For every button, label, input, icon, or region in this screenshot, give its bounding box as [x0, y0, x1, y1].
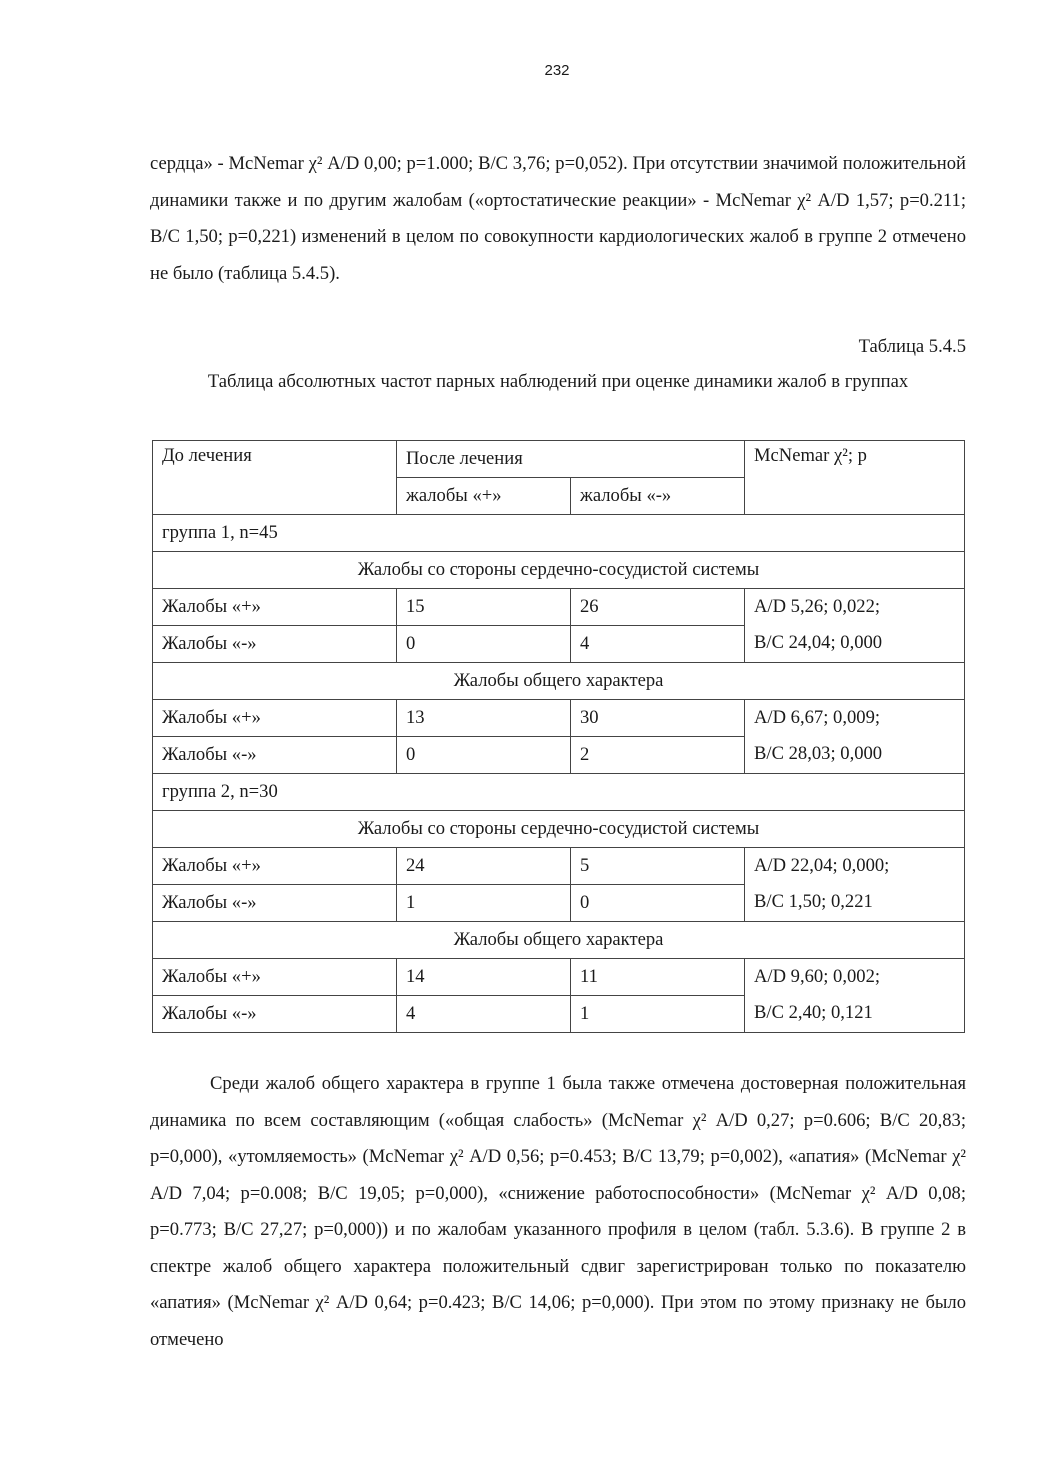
- section-title: Жалобы со стороны сердечно-сосудистой системы: [153, 811, 965, 848]
- cell-mcnemar: [745, 589, 965, 663]
- cell-mcnemar: [745, 959, 965, 1033]
- section-row: [153, 922, 965, 959]
- stat-bc: B/C 2,40; 0,121: [754, 1002, 873, 1023]
- cell-plus: 13: [397, 700, 571, 737]
- section-row: [153, 552, 965, 589]
- stat-ad: A/D 9,60; 0,002;: [754, 966, 881, 987]
- group-row: [153, 515, 965, 552]
- cell-plus: 15: [397, 589, 571, 626]
- cell-mcnemar: [745, 700, 965, 774]
- table-row: [153, 700, 965, 737]
- row-label: Жалобы «+»: [153, 848, 397, 885]
- table-row: [153, 848, 965, 885]
- stat-ad: A/D 6,67; 0,009;: [754, 707, 881, 728]
- group-label: группа 1, n=45: [153, 515, 965, 552]
- row-label: Жалобы «-»: [153, 885, 397, 922]
- cell-minus: 11: [571, 959, 745, 996]
- section-title: Жалобы общего характера: [153, 663, 965, 700]
- row-label: Жалобы «-»: [153, 996, 397, 1033]
- section-title: Жалобы общего характера: [153, 922, 965, 959]
- cell-mcnemar: [745, 848, 965, 922]
- row-label: Жалобы «-»: [153, 626, 397, 663]
- header-before: До лечения: [153, 441, 397, 515]
- cell-plus: 1: [397, 885, 571, 922]
- section-title: Жалобы со стороны сердечно-сосудистой системы: [153, 552, 965, 589]
- cell-plus: 14: [397, 959, 571, 996]
- section-row: [153, 811, 965, 848]
- cell-minus: 30: [571, 700, 745, 737]
- stat-bc: B/C 1,50; 0,221: [754, 891, 873, 912]
- cell-plus: 0: [397, 626, 571, 663]
- table-title: Таблица абсолютных частот парных наблюдений при оценке динамики жалоб в группах: [207, 371, 909, 392]
- header-after: После лечения: [397, 441, 745, 478]
- stat-ad: A/D 22,04; 0,000;: [754, 855, 890, 876]
- row-label: Жалобы «+»: [153, 589, 397, 626]
- cell-minus: 4: [571, 626, 745, 663]
- cell-plus: 0: [397, 737, 571, 774]
- header-mcnemar: McNemar χ²; p: [745, 441, 965, 515]
- cell-minus: 26: [571, 589, 745, 626]
- row-label: Жалобы «+»: [153, 700, 397, 737]
- paragraph-general-complaints: Среди жалоб общего характера в группе 1 была также отмечена достоверная положительная динамика по всем составляющим («общая слабость» (McNemar χ² A/D 0,27; p=0.606; B/C 20,83; p=0,000), «утомляемость» (McNemar χ² A/D 0,56; p=0.453; B/C 13,79; p=0,002), «апатия» (McNemar χ² A/D 7,04; p=0.008; B/C 19,05; p=0,000), «снижение работоспособности» (McNemar χ² A/D 0,08; p=0.773; B/C 27,27; p=0,000)) и по жалобам указанного профиля в целом (табл. 5.3.6). В группе 2 в спектре жалоб общего характера положительный сдвиг зарегистрирован только по показателю «апатия» (McNemar χ² A/D 0,64; p=0.423; B/C 14,06; p=0,000). При этом по этому признаку не было отмечено: [150, 1073, 966, 1350]
- frequency-table: [152, 440, 965, 1033]
- cell-minus: 2: [571, 737, 745, 774]
- group-label: группа 2, n=30: [153, 774, 965, 811]
- header-minus: жалобы «-»: [571, 478, 745, 515]
- paragraph-intro: сердца» - McNemar χ² A/D 0,00; p=1.000; B/C 3,76; p=0,052). При отсутствии значимой положительной динамики также и по другим жалобам («ортостатические реакции» - McNemar χ² A/D 1,57; p=0.211; B/C 1,50; p=0,221) изменений в целом по совокупности кардиологических жалоб в группе 2 отмечено не было (таблица 5.4.5).: [150, 153, 966, 284]
- table-header-row: [153, 441, 965, 478]
- cell-plus: 24: [397, 848, 571, 885]
- page-number: 232: [544, 62, 570, 79]
- section-row: [153, 663, 965, 700]
- group-row: [153, 774, 965, 811]
- cell-plus: 4: [397, 996, 571, 1033]
- stat-bc: B/C 28,03; 0,000: [754, 743, 883, 764]
- stat-bc: B/C 24,04; 0,000: [754, 632, 883, 653]
- cell-minus: 1: [571, 996, 745, 1033]
- stat-ad: A/D 5,26; 0,022;: [754, 596, 881, 617]
- header-plus: жалобы «+»: [397, 478, 571, 515]
- row-label: Жалобы «-»: [153, 737, 397, 774]
- table-row: [153, 589, 965, 626]
- table-label: Таблица 5.4.5: [858, 336, 966, 357]
- cell-minus: 0: [571, 885, 745, 922]
- row-label: Жалобы «+»: [153, 959, 397, 996]
- table-row: [153, 959, 965, 996]
- cell-minus: 5: [571, 848, 745, 885]
